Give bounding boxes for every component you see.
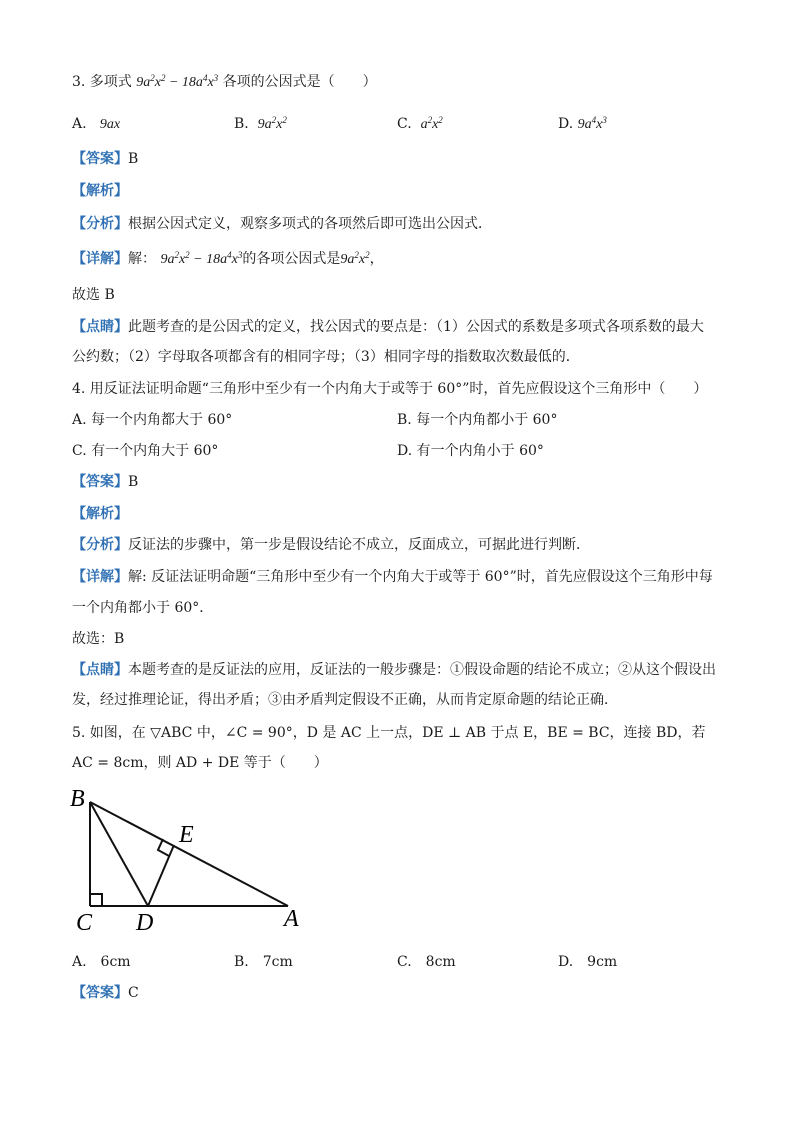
q3-fenxi: 【分析】根据公因式定义，观察多项式的各项然后即可选出公因式． [72, 216, 492, 232]
q5-option-a: A. 6cm [72, 954, 131, 970]
q3-analysis-heading: 【解析】 [72, 183, 128, 199]
q4-stem: 4. 用反证法证明命题“三角形中至少有一个内角大于或等于 60°”时，首先应假设这个三角形中（ ） [72, 381, 708, 397]
q5-answer: 【答案】C [72, 985, 139, 1001]
q3-stem-suffix: 各项的公因式是（ ） [222, 74, 377, 90]
q3-option-a: A. 9ax [72, 116, 121, 132]
q4-option-c: C. 有一个内角大于 60° [72, 443, 219, 459]
q3-stem-prefix: 3. 多项式 [72, 74, 132, 90]
q3-option-d: D. $9a^4x^3$ [558, 115, 607, 132]
label-d: D [136, 910, 154, 932]
q4-fenxi: 【分析】反证法的步骤中，第一步是假设结论不成立，反面成立，可据此进行判断． [72, 537, 590, 553]
q4-xiangjie-2: 一个内角都小于 60°． [72, 600, 214, 616]
q3-option-c: C. $a^2x^2$ [397, 115, 443, 132]
right-angle-c [90, 894, 102, 906]
segment-de [148, 845, 174, 906]
answer-tag: 【答案】 [72, 151, 128, 167]
q3-polynomial: $9a^2x^2 - 18a^4x^3$ [136, 73, 219, 90]
q4-analysis-heading: 【解析】 [72, 506, 128, 522]
q4-option-a: A. 每一个内角都大于 60° [72, 412, 233, 428]
q5-stem-1: 5. 如图，在 ▽ABC 中，∠C = 90°，D 是 AC 上一点，DE ⊥ AB 于点 E，BE = BC，连接 BD，若 [72, 725, 706, 741]
q3-choice: 故选 B [72, 287, 115, 303]
q3-dianjing-1: 【点睛】此题考查的是公因式的定义，找公因式的要点是：（1）公因式的系数是多项式各项系数的最大 [72, 319, 704, 335]
q5-stem-2: AC = 8cm，则 AD + DE 等于（ ） [72, 755, 328, 771]
q4-choice: 故选：B [72, 631, 125, 647]
q4-answer: 【答案】B [72, 474, 139, 490]
q3-stem [72, 72, 377, 93]
q4-dianjing-2: 发，经过推理论证，得出矛盾；③由矛盾判定假设不正确，从而肯定原命题的结论正确． [72, 692, 618, 708]
label-b: B [70, 786, 85, 812]
label-e: E [179, 822, 194, 848]
q5-option-b: B. 7cm [234, 954, 293, 970]
q3-option-b: B. $9a^2x^2$ [234, 115, 287, 132]
triangle-figure [62, 782, 312, 932]
q4-xiangjie-1: 【详解】解: 反证法证明命题“三角形中至少有一个内角大于或等于 60°”时，首先应假设这个三角形中每 [72, 569, 713, 585]
label-a: A [284, 906, 299, 932]
q5-option-d: D. 9cm [558, 954, 618, 970]
q5-option-c: C. 8cm [397, 954, 456, 970]
q3-dianjing-2: 公约数；（2）字母取各项都含有的相同字母；（3）相同字母的指数取次数最低的． [72, 349, 580, 365]
q4-dianjing-1: 【点睛】本题考查的是反证法的应用，反证法的一般步骤是：①假设命题的结论不成立；②从这个假设出 [72, 662, 716, 678]
q3-answer: 【答案】B [72, 151, 139, 167]
q3-xiangjie: 【详解】解： $9a^2x^2 - 18a^4x^3$的各项公因式是$9a^2x^2$， [72, 250, 384, 267]
q4-option-b: B. 每一个内角都小于 60° [397, 412, 558, 428]
q4-option-d: D. 有一个内角小于 60° [397, 443, 544, 459]
label-c: C [76, 910, 93, 932]
